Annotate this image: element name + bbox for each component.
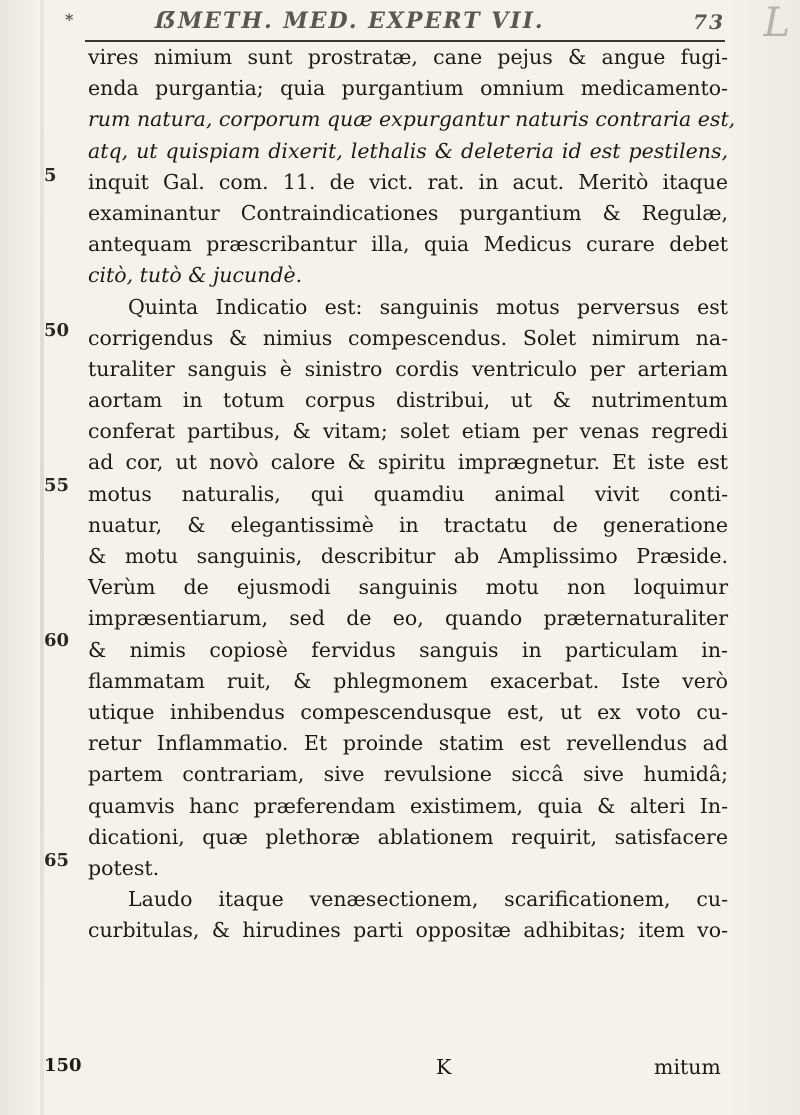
text-line: impræsentiarum, sed de eo, quando præternaturaliter [88, 606, 728, 631]
signature-mark: K [436, 1055, 452, 1079]
text-line: nuatur, & elegantissimè in tractatu de generatione [88, 512, 728, 537]
text-line: partem contrariam, sive revulsione siccâ sive humidâ; [88, 762, 728, 787]
text-line: curbitulas, & hirudines parti oppositæ adhibitas; item vo- [88, 918, 728, 943]
text-line: & nimis copiosè fervidus sanguis in particulam in- [88, 637, 728, 662]
catchword-line [0, 1055, 800, 1085]
text-line: inquit Gal. com. 11. de vict. rat. in acut. Meritò itaque [88, 169, 728, 194]
text-line: quamvis hanc præferendam existimem, quia & alteri In- [88, 793, 728, 818]
text-line: turaliter sanguis è sinistro cordis ventriculo per arteriam [88, 356, 728, 381]
corner-mark: L [763, 0, 790, 46]
text-line: ad cor, ut novò calore & spiritu imprægnetur. Et iste est [88, 450, 728, 475]
body-text [88, 42, 736, 946]
text-line: enda purgantia; quia purgantium omnium medicamento- [88, 76, 728, 101]
text-line: corrigendus & nimius compescendus. Solet nimirum na- [88, 325, 728, 350]
margin-line-number: 150 [44, 1055, 82, 1076]
margin-line-number: 5 [44, 165, 57, 186]
margin-line-number: 50 [44, 320, 70, 341]
text-line: conferat partibus, & vitam; solet etiam per venas regredi [88, 419, 728, 444]
text-line: motus naturalis, qui quamdiu animal vivit conti- [88, 481, 728, 506]
text-line: utique inhibendus compescendusque est, ut ex voto cu- [88, 699, 728, 724]
text-line: Verùm de ejusmodi sanguinis motu non loquimur [88, 575, 728, 600]
text-line: retur Inflammatio. Et proinde statim est revellendus ad [88, 731, 728, 756]
running-title: ẞMETH. MED. EXPERT VII. [155, 8, 545, 34]
text-line: Quinta Indicatio est: sanguinis motus perversus est [128, 294, 728, 319]
margin-line-number: 65 [44, 850, 70, 871]
page-number: 73 [693, 10, 725, 34]
text-line: examinantur Contraindicationes purgantium & Regulæ, [88, 200, 728, 225]
text-line: citò, tutò & jucundè. [88, 263, 303, 288]
text-line: rum natura, corporum quæ expurgantur naturis contraria est, [88, 107, 736, 132]
text-line: Laudo itaque venæsectionem, scarificationem, cu- [128, 887, 728, 912]
text-line: atq, ut quispiam dixerit, lethalis & deleteria id est pestilens, [88, 138, 728, 163]
text-line: aortam in totum corpus distribui, ut & nutrimentum [88, 388, 728, 413]
text-line: potest. [88, 855, 160, 880]
text-line: & motu sanguinis, describitur ab Amplissimo Præside. [88, 544, 728, 568]
margin-line-number: 55 [44, 475, 70, 496]
text-line: flammatam ruit, & phlegmonem exacerbat. Iste verò [88, 668, 728, 693]
margin-line-number: 60 [44, 630, 70, 651]
text-line: dicationi, quæ plethoræ ablationem requirit, satisfacere [88, 824, 728, 849]
catchword: mitum [654, 1055, 721, 1079]
text-line: vires nimium sunt prostratæ, cane pejus & angue fugi- [88, 45, 728, 69]
head-left-mark: * [65, 10, 76, 29]
text-line: antequam præscribantur illa, quia Medicus curare debet [88, 232, 728, 257]
